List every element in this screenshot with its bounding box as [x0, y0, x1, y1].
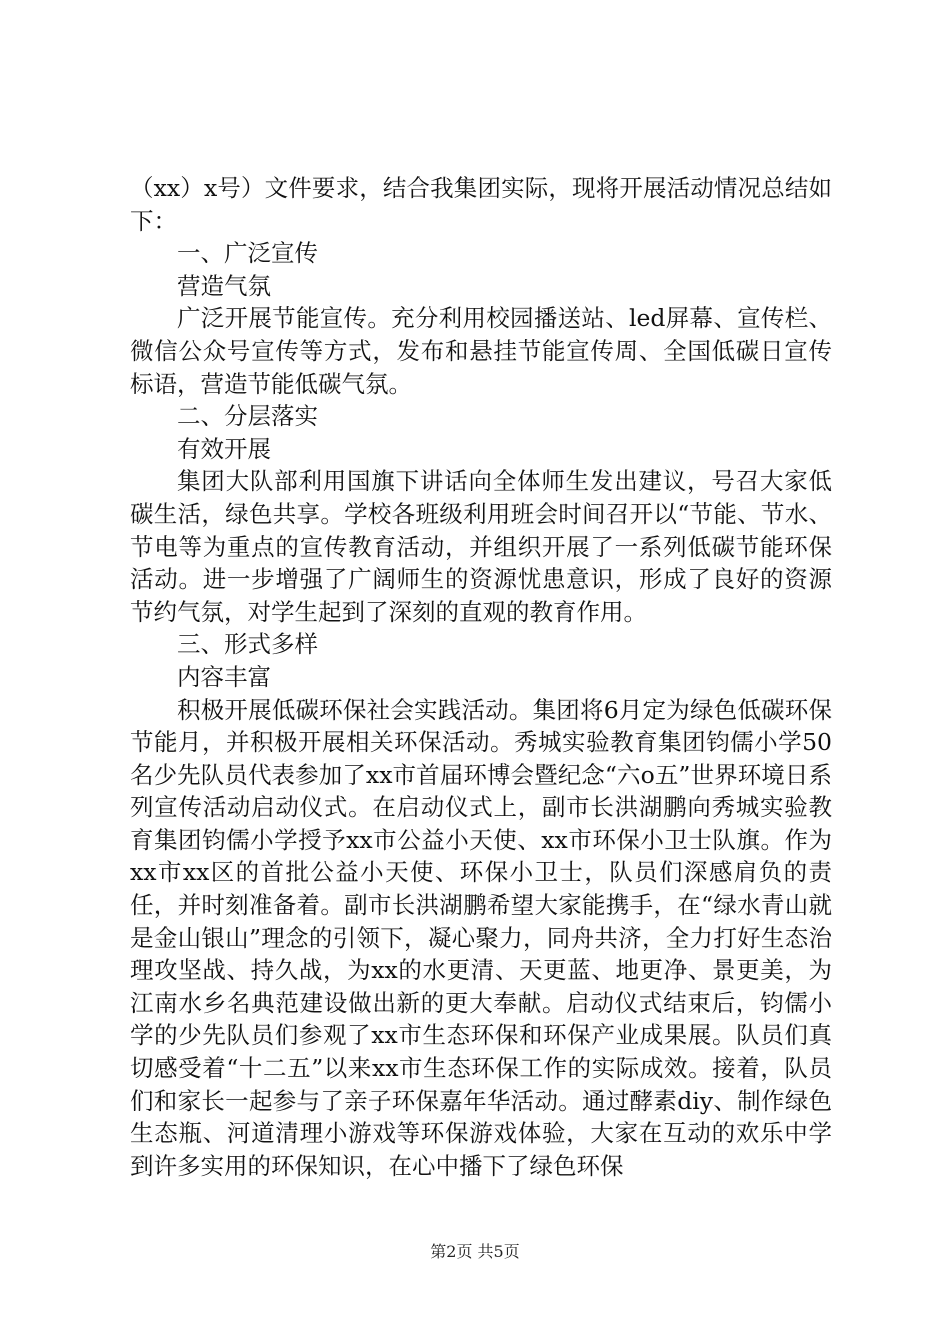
paragraph-intro: （xx）x号）文件要求，结合我集团实际，现将开展活动情况总结如下： [130, 174, 832, 235]
section-subheading-1: 营造气氛 [177, 271, 271, 300]
section-heading-1: 一、广泛宣传 [177, 239, 318, 268]
section-subheading-2: 有效开展 [177, 434, 271, 463]
page-number-footer: 第2页 共5页 [430, 1242, 520, 1261]
paragraph-section-2: 集团大队部利用国旗下讲话向全体师生发出建议，号召大家低碳生活，绿色共享。学校各班级利用班会时间召开以“节能、节水、节电等为重点的宣传教育活动，并组织开展了一系列低碳节能环保活动。进一步增强了广阔师生的资源忧患意识，形成了良好的资源节约气氛，对学生起到了深刻的直观的教育作用。 [130, 467, 832, 626]
section-subheading-3: 内容丰富 [177, 662, 271, 691]
section-heading-2: 二、分层落实 [177, 402, 318, 431]
paragraph-section-1: 广泛开展节能宣传。充分利用校园播送站、led屏幕、宣传栏、微信公众号宣传等方式，发布和悬挂节能宣传周、全国低碳日宣传标语，营造节能低碳气氛。 [130, 304, 832, 398]
paragraph-section-3: 积极开展低碳环保社会实践活动。集团将6月定为绿色低碳环保节能月，并积极开展相关环保活动。秀城实验教育集团钧儒小学50名少先队员代表参加了xx市首届环博会暨纪念“六o五”世界环境日系列宣传活动启动仪式。在启动仪式上，副市长洪湖鹏向秀城实验教育集团钧儒小学授予xx市公益小天使、xx市环保小卫士队旗。作为xx市xx区的首批公益小天使、环保小卫士，队员们深感肩负的责任，并时刻准备着。副市长洪湖鹏希望大家能携手，在“绿水青山就是金山银山”理念的引领下，凝心聚力，同舟共济，全力打好生态治理攻坚战、持久战，为xx的水更清、天更蓝、地更净、景更美，为江南水乡名典范建设做出新的更大奉献。启动仪式结束后，钧儒小学的少先队员们参观了xx市生态环保和环保产业成果展。队员们真切感受着“十二五”以来xx市生态环保工作的实际成效。接着，队员们和家长一起参与了亲子环保嘉年华活动。通过酵素diy、制作绿色生态瓶、河道清理小游戏等环保游戏体验，大家在互动的欢乐中学到许多实用的环保知识，在心中播下了绿色环保 [130, 695, 832, 1180]
section-heading-3: 三、形式多样 [177, 630, 318, 659]
document-body [130, 172, 832, 1182]
